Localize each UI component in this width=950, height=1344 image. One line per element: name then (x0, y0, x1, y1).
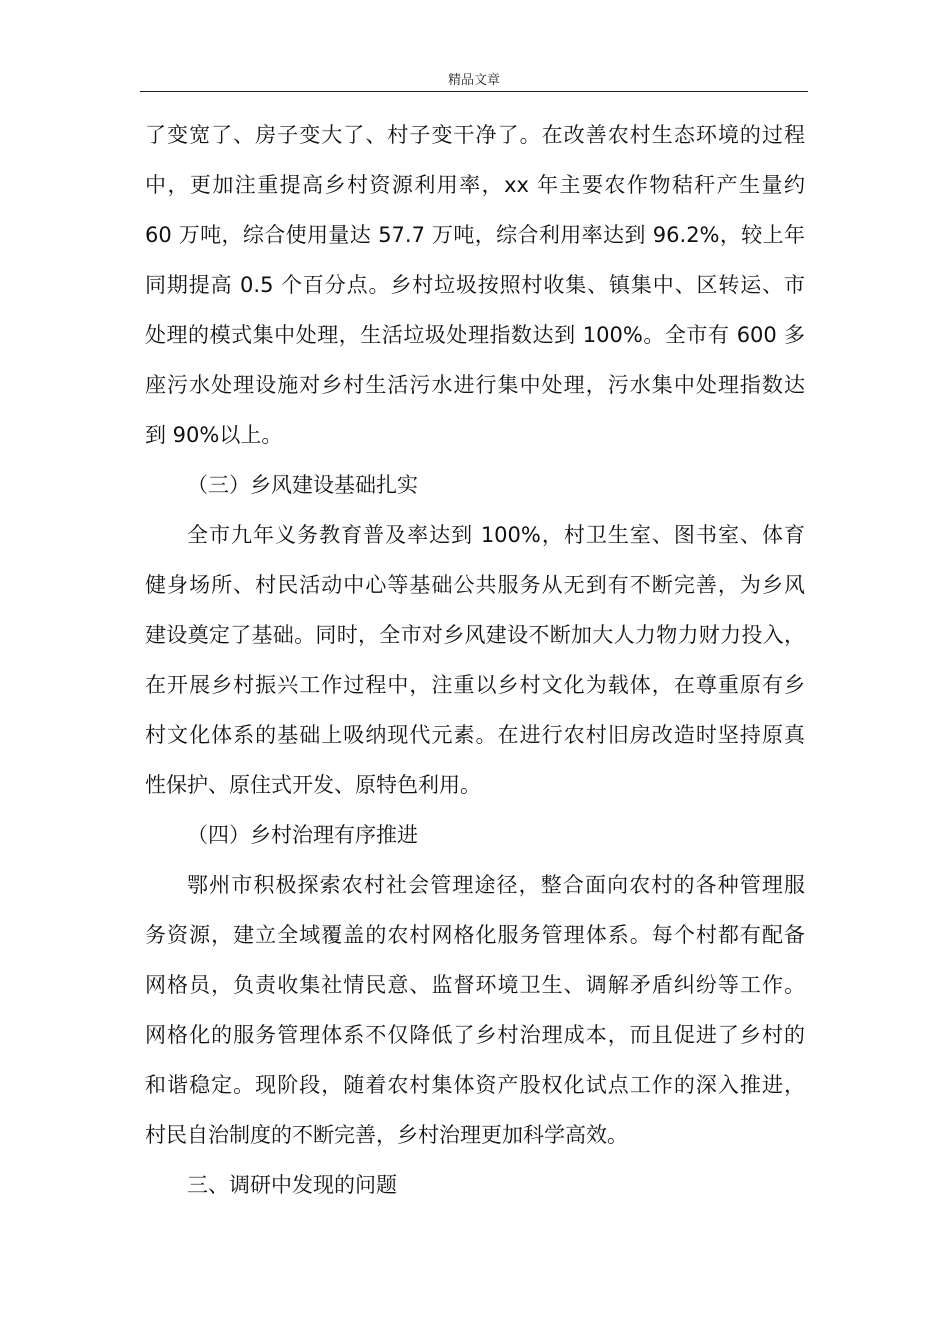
paragraph-line: 同期提高 0.5 个百分点。乡村垃圾按照村收集、镇集中、区转运、市 (145, 273, 805, 297)
paragraph-line: 处理的模式集中处理，生活垃圾处理指数达到 100%。全市有 600 多 (145, 323, 805, 347)
paragraph-line: 网格化的服务管理体系不仅降低了乡村治理成本，而且促进了乡村的 (145, 1023, 805, 1047)
page-header: 精品文章 (447, 73, 500, 88)
paragraph-line: 座污水处理设施对乡村生活污水进行集中处理，污水集中处理指数达 (145, 373, 805, 397)
header-divider (140, 91, 808, 92)
section-heading: （三）乡风建设基础扎实 (187, 473, 418, 497)
paragraph-line: 60 万吨，综合使用量达 57.7 万吨，综合利用率达到 96.2%，较上年 (145, 223, 805, 247)
paragraph-line: 健身场所、村民活动中心等基础公共服务从无到有不断完善，为乡风 (145, 573, 805, 597)
paragraph-line: 村文化体系的基础上吸纳现代元素。在进行农村旧房改造时坚持原真 (145, 723, 805, 747)
paragraph-line: 和谐稳定。现阶段，随着农村集体资产股权化试点工作的深入推进， (145, 1073, 805, 1097)
paragraph-line: 到 90%以上。 (145, 423, 283, 447)
section-heading: 三、调研中发现的问题 (187, 1173, 397, 1197)
paragraph-line: 中，更加注重提高乡村资源利用率，xx 年主要农作物秸秆产生量约 (145, 173, 805, 197)
section-heading: （四）乡村治理有序推进 (187, 823, 418, 847)
paragraph-line: 鄂州市积极探索农村社会管理途径，整合面向农村的各种管理服 (187, 873, 805, 897)
paragraph-line: 在开展乡村振兴工作过程中，注重以乡村文化为载体，在尊重原有乡 (145, 673, 805, 697)
paragraph-line: 务资源，建立全域覆盖的农村网格化服务管理体系。每个村都有配备 (145, 923, 805, 947)
paragraph-line: 建设奠定了基础。同时，全市对乡风建设不断加大人力物力财力投入， (145, 623, 805, 647)
paragraph-line: 全市九年义务教育普及率达到 100%，村卫生室、图书室、体育 (187, 523, 805, 547)
paragraph-line: 了变宽了、房子变大了、村子变干净了。在改善农村生态环境的过程 (145, 123, 805, 147)
document-body (145, 110, 805, 1210)
paragraph-line: 网格员，负责收集社情民意、监督环境卫生、调解矛盾纠纷等工作。 (145, 973, 805, 997)
paragraph-line: 村民自治制度的不断完善，乡村治理更加科学高效。 (145, 1123, 628, 1147)
paragraph-line: 性保护、原住式开发、原特色利用。 (145, 773, 481, 797)
